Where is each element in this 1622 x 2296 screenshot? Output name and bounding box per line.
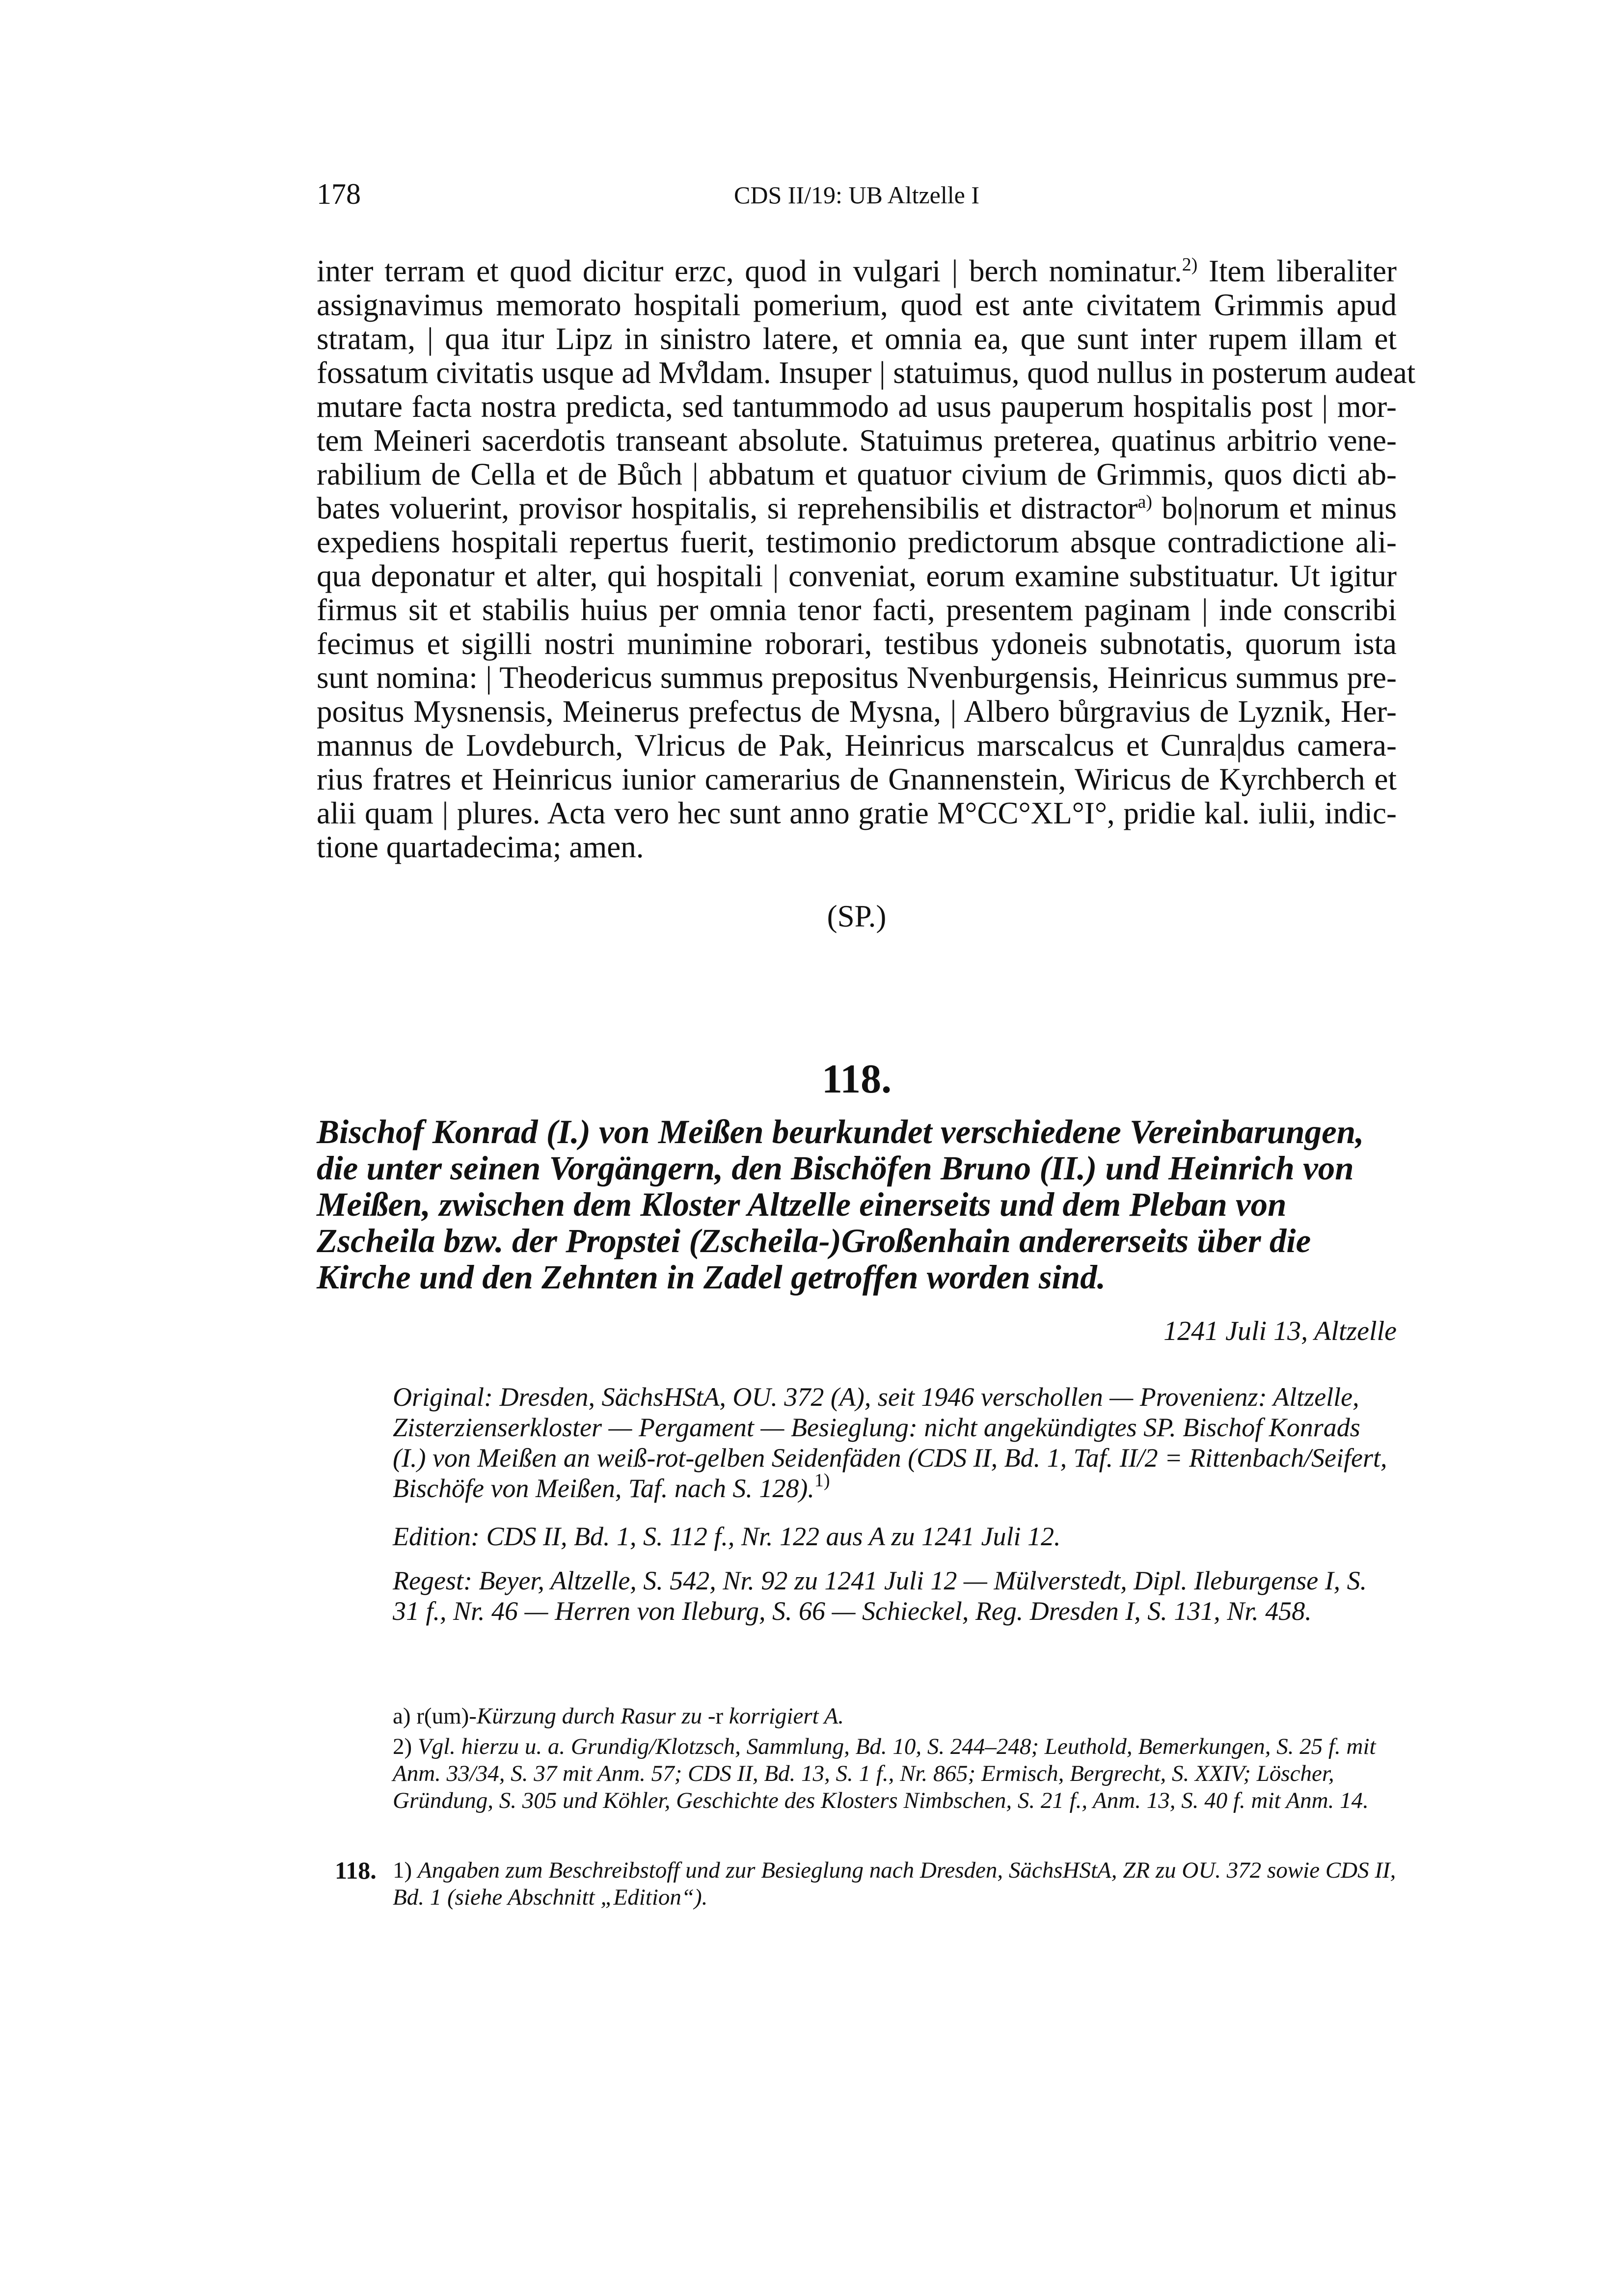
text-line: assignavimus memorato hospitali pomerium, quod est ante civitatem Grimmis apud — [317, 288, 1397, 322]
text-line: mannus de Lovdeburch, Vlricus de Pak, Heinricus marscalcus et Cunra|dus camera- — [317, 728, 1397, 763]
text-line: qua deponatur et alter, qui hospitali | conveniat, eorum examine substituatur. Ut igitur — [317, 559, 1397, 593]
page-header — [317, 177, 1397, 216]
regest-note: Regest: Beyer, Altzelle, S. 542, Nr. 92 zu 1241 Juli 12 — Mülverstedt, Dipl. Ileburgense I, S. 31 f., Nr. 46 — Herren von Ileburg, S. 66 — Schieckel, Reg. Dresden I, S. 131, Nr. 458. — [393, 1566, 1367, 1626]
charter-paragraph — [317, 254, 1416, 864]
text-line: expediens hospitali repertus fuerit, testimonio predictorum absque contradictione ali- — [317, 525, 1397, 559]
text-line: mutare facta nostra predicta, sed tantummodo ad usus pauperum hospitalis post | mor- — [317, 389, 1397, 424]
text-line: fossatum civitatis usque ad Mv̊ldam. Insuper | statuimus, quod nullus in posterum audeat — [317, 355, 1416, 390]
footnote-ref: 2) — [1182, 254, 1198, 275]
footnote-document-number: 118. — [335, 1857, 377, 1884]
text-line: stratam, | qua itur Lipz in sinistro latere, et omnia ea, que sunt inter rupem illam et — [317, 322, 1397, 356]
text-line: rabilium de Cella et de Bůch | abbatum et quatuor civium de Grimmis, quos dicti ab- — [317, 457, 1397, 492]
text-line: tem Meineri sacerdotis transeant absolute. Statuimus preterea, quatinus arbitrio vene- — [317, 423, 1397, 458]
document-number: 118. — [821, 1056, 892, 1102]
text-line: bates voluerint, provisor hospitalis, si reprehensibilis et distractor$^{a)}$ bo|norum et minus — [317, 491, 1397, 525]
continued-charter-text — [317, 254, 1416, 864]
text-line: tione quartadecima; amen. — [317, 830, 644, 864]
footnote-ref: 1) — [814, 1470, 830, 1491]
edition-note: Edition: CDS II, Bd. 1, S. 112 f., Nr. 122 aus A zu 1241 Juli 12. — [393, 1522, 1061, 1551]
seal-mark: (SP.) — [827, 899, 887, 933]
document-date-place: 1241 Juli 13, Altzelle — [1163, 1316, 1397, 1346]
footnote-118-1: 118. 1) Angaben zum Beschreibstoff und zur Besieglung nach Dresden, SächsHStA, ZR zu OU. 372 sowie CDS II, Bd. 1 (siehe Abschnitt „Edition“). — [335, 1857, 1396, 1910]
text-line: fecimus et sigilli nostri munimine roborari, testibus ydoneis subnotatis, quorum ista — [317, 627, 1397, 661]
footnote-2: 2) Vgl. hierzu u. a. Grundig/Klotzsch, Sammlung, Bd. 10, S. 244–248; Leuthold, Bemerkungen, S. 25 f. mit Anm. 33/34, S. 37 mit Anm. 57; CDS II, Bd. 13, S. 1 f., Nr. 865; Ermisch, Bergrecht, S. XXIV; Löscher, Gründung, S. 305 und Köhler, Geschichte des Klosters Nimbschen, S. 21 f., Anm. 13, S. 40 f. mit Anm. 14. — [393, 1734, 1376, 1813]
text-line: inter terram et quod dicitur erzc, quod in vulgari | berch nominatur.$^{2)}$ Item liberaliter — [317, 254, 1397, 288]
footnote-a: a) r(um)-Kürzung durch Rasur zu -r korrigiert A. — [393, 1703, 844, 1729]
running-title: CDS II/19: UB Altzelle I — [734, 181, 979, 209]
original-note: Original: Dresden, SächsHStA, OU. 372 (A), seit 1946 verschollen — Provenienz: Altzelle, Zisterzienserkloster — Pergament — Besieglung: nicht angekündigtes SP. Bischof Konrads (I.) von Meißen an weiß-rot-gelben Seidenfäden (CDS II, Bd. 1, Taf. II/2 = Rittenbach/Seifert, Bischöfe von Meißen, Taf. nach S. 128).$^{1)}$ — [393, 1382, 1387, 1503]
text-line: alii quam | plures. Acta vero hec sunt anno gratie M°CC°XL°I°, pridie kal. iulii, indic- — [317, 796, 1397, 830]
footnote-ref: a) — [1137, 492, 1152, 512]
text-line: sunt nomina: | Theodericus summus prepositus Nvenburgensis, Heinricus summus pre- — [317, 660, 1397, 695]
page-number: 178 — [317, 178, 361, 210]
text-line: positus Mysnensis, Meinerus prefectus de Mysna, | Albero bůrgravius de Lyznik, Her- — [317, 694, 1397, 729]
document-title: Bischof Konrad (I.) von Meißen beurkundet verschiedene Vereinbarungen, die unter seinen Vorgängern, den Bischöfen Bruno (II.) und Heinrich von Meißen, zwischen dem Kloster Altzelle einerseits und dem Pleban von Zscheila bzw. der Propstei (Zscheila-)Großenhain andererseits über die Kirche und den Zehnten in Zadel getroffen worden sind. — [317, 1113, 1364, 1296]
text-line: firmus sit et stabilis huius per omnia tenor facti, presentem paginam | inde conscribi — [317, 593, 1397, 627]
text-line: rius fratres et Heinricus iunior camerarius de Gnannenstein, Wiricus de Kyrchberch et — [317, 762, 1397, 796]
